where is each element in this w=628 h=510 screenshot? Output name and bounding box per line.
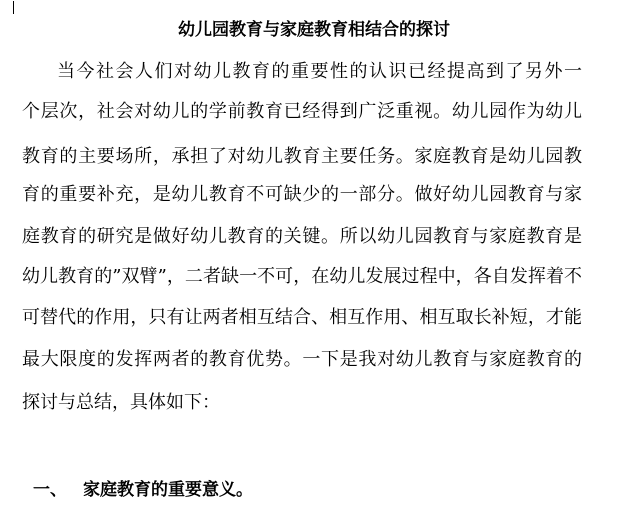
paragraph-line: 探讨与总结，具体如下：: [22, 392, 220, 413]
paragraph-line: 幼儿教育的”双臂”，二者缺一不可，在幼儿发展过程中，各自发挥着不: [22, 266, 582, 287]
section-number: 一、: [33, 480, 67, 500]
text-cursor: [13, 1, 14, 14]
paragraph-line: 最大限度的发挥两者的教育优势。一下是我对幼儿教育与家庭教育的: [22, 349, 582, 370]
paragraph-line: 育的重要补充，是幼儿教育不可缺少的一部分。做好幼儿园教育与家: [22, 184, 582, 205]
section-heading-text: 家庭教育的重要意义。: [83, 480, 253, 500]
document-title: 幼儿园教育与家庭教育相结合的探讨: [178, 20, 450, 40]
paragraph-line: 个层次，社会对幼儿的学前教育已经得到广泛重视。幼儿园作为幼儿: [22, 101, 582, 122]
section-heading: [33, 475, 253, 505]
paragraph-line: 可替代的作用，只有让两者相互结合、相互作用、相互取长补短，才能: [22, 307, 582, 328]
paragraph-line: 当今社会人们对幼儿教育的重要性的认识已经提高到了另外一: [57, 61, 582, 82]
paragraph-line: 教育的主要场所，承担了对幼儿教育主要任务。家庭教育是幼儿园教: [22, 146, 582, 167]
paragraph-line: 庭教育的研究是做好幼儿教育的关键。所以幼儿园教育与家庭教育是: [22, 226, 582, 247]
